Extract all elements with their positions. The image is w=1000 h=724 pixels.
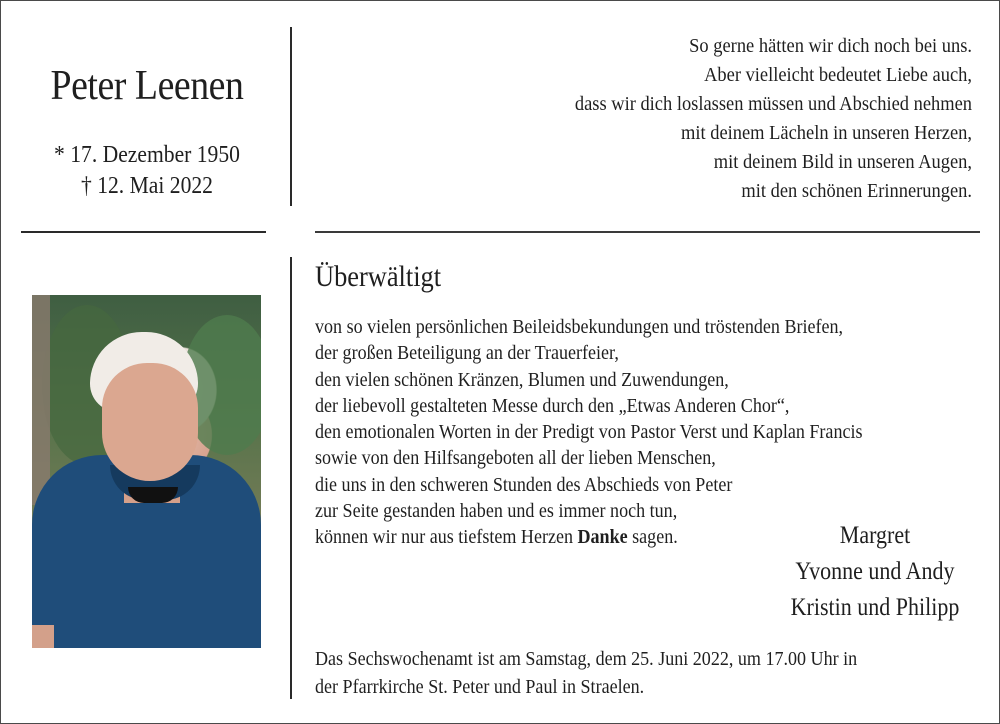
thanks-line: den vielen schönen Kränzen, Blumen und Zuwendungen, (315, 368, 729, 391)
signer: Kristin und Philipp (790, 594, 960, 621)
poem-line: mit deinem Lächeln in unseren Herzen, (681, 122, 972, 144)
thanks-line: sowie von den Hilfsangeboten all der lieben Menschen, (315, 447, 716, 470)
notice-line: Das Sechswochenamt ist am Samstag, dem 25. Juni 2022, um 17.00 Uhr in (315, 648, 858, 670)
signers (774, 518, 976, 626)
thanks-line: die uns in den schweren Stunden des Abschieds von Peter (315, 473, 733, 496)
horizontal-divider-left (21, 231, 266, 233)
thanks-line: der liebevoll gestalteten Messe durch den „Etwas Anderen Chor“, (315, 394, 790, 417)
poem-line: Aber vielleicht bedeutet Liebe auch, (704, 64, 972, 86)
face (102, 363, 198, 481)
thanks-final-suffix: sagen. (627, 526, 678, 549)
poem-line: mit deinem Bild in unseren Augen, (713, 151, 972, 173)
thanks-line: der großen Beteiligung an der Trauerfeier, (315, 342, 619, 365)
thanks-text (315, 314, 863, 551)
poem-line: mit den schönen Erinnerungen. (741, 180, 972, 202)
vertical-divider-bottom (290, 257, 292, 699)
vertical-divider-top (290, 27, 292, 206)
thanks-line: den emotionalen Worten in der Predigt von Pastor Verst und Kaplan Francis (315, 421, 863, 444)
horizontal-divider-right (315, 231, 980, 233)
arm (32, 625, 54, 648)
background-tree (32, 295, 50, 505)
poem-line: dass wir dich loslassen müssen und Abschied nehmen (574, 93, 972, 115)
thanks-final-prefix: können wir nur aus tiefstem Herzen (315, 526, 578, 549)
thanks-heading: Überwältigt (315, 260, 442, 293)
thanks-line: zur Seite gestanden haben und es immer noch tun, (315, 500, 678, 523)
poem-line: So gerne hätten wir dich noch bei uns. (689, 35, 972, 57)
poem (468, 32, 972, 206)
notice-line: der Pfarrkirche St. Peter und Paul in Straelen. (315, 676, 645, 698)
death-date: † 12. Mai 2022 (80, 173, 213, 199)
thanks-danke-bold: Danke (577, 526, 628, 549)
signer: Margret (839, 522, 911, 549)
thanks-line: von so vielen persönlichen Beileidsbekundungen und tröstenden Briefen, (315, 316, 844, 338)
portrait-photo (32, 295, 261, 648)
birth-date: * 17. Dezember 1950 (54, 142, 240, 168)
service-notice (315, 645, 857, 701)
deceased-name: Peter Leenen (50, 63, 244, 109)
life-dates (34, 140, 261, 202)
signer: Yvonne und Andy (795, 558, 955, 585)
